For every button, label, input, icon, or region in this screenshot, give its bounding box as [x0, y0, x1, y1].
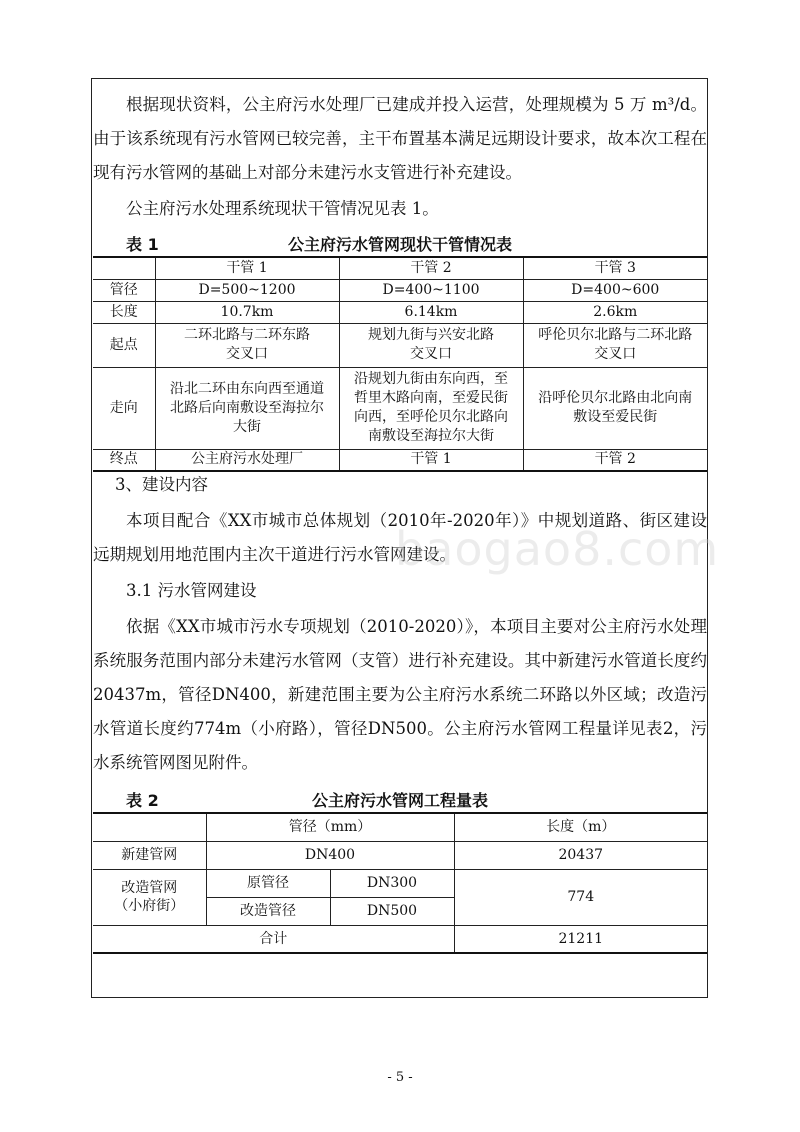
- table-cell: D=500~1200: [155, 279, 339, 301]
- retrofit-sublabel: （小府街）: [114, 898, 185, 914]
- watermark: baogao8.com: [395, 522, 720, 576]
- table-cell: 呼伦贝尔北路与二环北路交叉口: [523, 323, 707, 367]
- row-label: 终点: [93, 449, 155, 471]
- row-label: 合计: [93, 925, 454, 953]
- table2-label: 表 2: [126, 791, 159, 810]
- table-cell: 沿呼伦贝尔北路由北向南敷设至爱民街: [523, 367, 707, 449]
- row-label: 走向: [93, 367, 155, 449]
- section-3-heading: 3、建设内容: [115, 475, 208, 494]
- table-cell: DN500: [330, 897, 454, 925]
- table-row: [93, 813, 707, 841]
- table2-quantities: [93, 812, 707, 954]
- retrofit-label: 改造管网: [121, 880, 178, 896]
- table-cell: 规划九街与兴安北路交叉口: [339, 323, 523, 367]
- table-row: [93, 869, 707, 897]
- table-cell: [93, 813, 206, 841]
- table-cell: 公主府污水处理厂: [155, 449, 339, 471]
- table-cell: DN300: [330, 869, 454, 897]
- row-label: 管径: [93, 279, 155, 301]
- table-cell: [93, 257, 155, 279]
- table-header: 管径（mm）: [206, 813, 454, 841]
- paragraph-table1-intro: 公主府污水处理系统现状干管情况见表 1。: [126, 199, 439, 218]
- table-cell: DN400: [206, 841, 454, 869]
- table-cell: 6.14km: [339, 301, 523, 323]
- table1-title: 公主府污水管网现状干管情况表: [287, 235, 512, 254]
- row-label: 长度: [93, 301, 155, 323]
- table-row: [93, 279, 707, 301]
- table2-title: 公主府污水管网工程量表: [311, 791, 488, 810]
- table-cell: 沿北二环由东向西至通道北路后向南敷设至海拉尔大街: [155, 367, 339, 449]
- table-row: [93, 323, 707, 367]
- table-cell: 干管 2: [523, 449, 707, 471]
- table1-trunk-pipes: [93, 256, 707, 472]
- table-row: [93, 257, 707, 279]
- paragraph-sewer-network: 依据《XX市城市污水专项规划（2010-2020）》，本项目主要对公主府污水处理系统服务范围内部分未建污水管网（支管）进行补充建设。其中新建污水管道长度约20437m，管径DN400，新建范围主要为公主府污水系统二环路以外区域；改造污水管道长度约774m（小府路），管径DN500。公主府污水管网工程量详见表2，污水系统管网图见附件。: [93, 617, 707, 772]
- table-cell: 二环北路与二环东路交叉口: [155, 323, 339, 367]
- document-body: [93, 88, 707, 954]
- table-cell: 21211: [454, 925, 707, 953]
- table-cell: 干管 1: [339, 449, 523, 471]
- table-cell: 774: [454, 869, 707, 925]
- table1-caption: [93, 230, 707, 256]
- table2-caption: [93, 786, 707, 812]
- table-header: 干管 2: [339, 257, 523, 279]
- paragraph-construction: 本项目配合《XX市城市总体规划（2010年-2020年）》中规划道路、街区建设远期规划用地范围内主次干道进行污水管网建设。: [93, 511, 707, 564]
- table-row: [93, 367, 707, 449]
- table-row: [93, 841, 707, 869]
- table-cell: 改造管径: [206, 897, 330, 925]
- row-label: 新建管网: [93, 841, 206, 869]
- table-cell: D=400~600: [523, 279, 707, 301]
- table-cell: 沿规划九街由东向西，至哲里木路向南，至爱民街向西，至呼伦贝尔北路向南敷设至海拉尔大街: [339, 367, 523, 449]
- paragraph-status: 根据现状资料，公主府污水处理厂已建成并投入运营，处理规模为 5 万 m³/d。由于该系统现有污水管网已较完善，主干布置基本满足远期设计要求，故本次工程在现有污水管网的基础上对部分未建污水支管进行补充建设。: [93, 95, 707, 182]
- table-cell: 2.6km: [523, 301, 707, 323]
- table-header: 长度（m）: [454, 813, 707, 841]
- table-header: 干管 3: [523, 257, 707, 279]
- table-cell: 10.7km: [155, 301, 339, 323]
- table1-label: 表 1: [126, 235, 159, 254]
- section-3-1-heading: 3.1 污水管网建设: [126, 581, 257, 600]
- table-header: 干管 1: [155, 257, 339, 279]
- table-row: [93, 925, 707, 953]
- row-label: 起点: [93, 323, 155, 367]
- table-cell: 20437: [454, 841, 707, 869]
- page-number: - 5 -: [387, 1070, 413, 1085]
- row-label: [93, 869, 206, 925]
- table-row: [93, 301, 707, 323]
- table-cell: 原管径: [206, 869, 330, 897]
- table-cell: D=400~1100: [339, 279, 523, 301]
